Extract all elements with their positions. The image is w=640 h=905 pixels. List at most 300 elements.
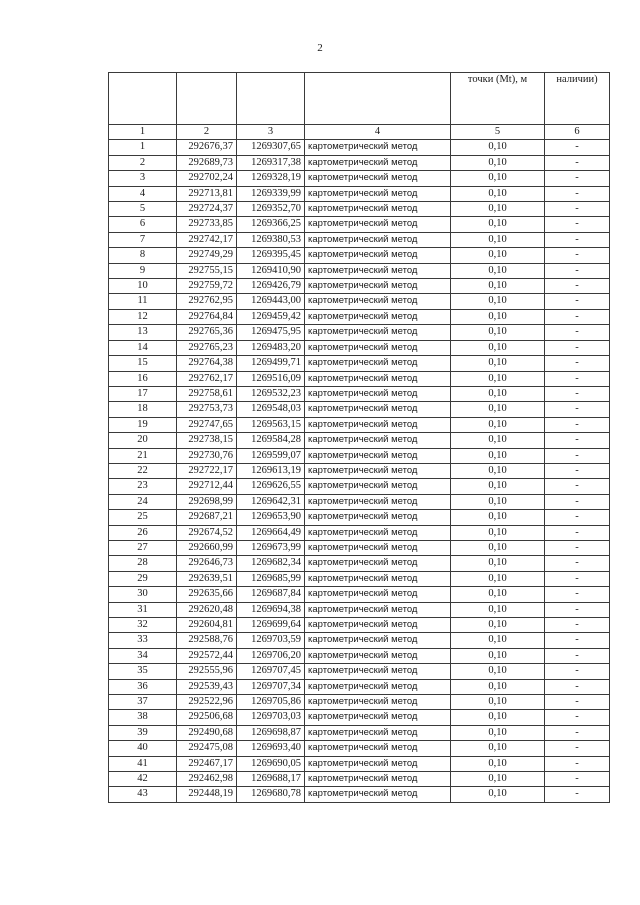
table-row [109,309,610,324]
table-row [109,756,610,771]
point-number-cell: 4 [109,186,177,201]
accuracy-cell: 0,10 [451,571,545,586]
point-number-cell: 29 [109,571,177,586]
method-cell: картометрический метод [305,725,451,740]
point-number-cell: 25 [109,510,177,525]
x-coordinate-cell: 292712,44 [177,479,237,494]
table-row [109,695,610,710]
x-coordinate-cell: 292467,17 [177,756,237,771]
y-coordinate-cell: 1269352,70 [237,202,305,217]
point-number-cell: 40 [109,741,177,756]
accuracy-cell: 0,10 [451,479,545,494]
y-coordinate-cell: 1269688,17 [237,772,305,787]
x-coordinate-cell: 292764,38 [177,356,237,371]
point-number-cell: 35 [109,664,177,679]
y-coordinate-cell: 1269680,78 [237,787,305,802]
note-cell: - [545,356,610,371]
table-row [109,386,610,401]
method-cell: картометрический метод [305,202,451,217]
accuracy-cell: 0,10 [451,602,545,617]
table-header-row [109,73,610,125]
x-coordinate-cell: 292724,37 [177,202,237,217]
note-cell: - [545,571,610,586]
method-cell: картометрический метод [305,232,451,247]
table-row [109,279,610,294]
table-row [109,294,610,309]
point-number-cell: 28 [109,556,177,571]
method-cell: картометрический метод [305,217,451,232]
table-row [109,710,610,725]
point-number-cell: 2 [109,155,177,170]
accuracy-cell: 0,10 [451,741,545,756]
note-cell: - [545,155,610,170]
table-row [109,263,610,278]
table-row [109,510,610,525]
table-row [109,725,610,740]
y-coordinate-cell: 1269328,19 [237,171,305,186]
accuracy-cell: 0,10 [451,171,545,186]
method-cell: картометрический метод [305,787,451,802]
column-number: 1 [109,125,177,140]
x-coordinate-cell: 292758,61 [177,386,237,401]
table-row [109,494,610,509]
accuracy-cell: 0,10 [451,679,545,694]
x-coordinate-cell: 292646,73 [177,556,237,571]
table-row [109,217,610,232]
point-number-cell: 3 [109,171,177,186]
table-row [109,140,610,155]
accuracy-cell: 0,10 [451,155,545,170]
note-cell: - [545,741,610,756]
table-row [109,448,610,463]
note-cell: - [545,494,610,509]
note-cell: - [545,202,610,217]
point-number-cell: 43 [109,787,177,802]
accuracy-cell: 0,10 [451,402,545,417]
method-cell: картометрический метод [305,510,451,525]
point-number-cell: 32 [109,618,177,633]
x-coordinate-cell: 292765,36 [177,325,237,340]
x-coordinate-cell: 292753,73 [177,402,237,417]
note-cell: - [545,710,610,725]
method-cell: картометрический метод [305,664,451,679]
x-coordinate-cell: 292689,73 [177,155,237,170]
note-cell: - [545,602,610,617]
x-coordinate-cell: 292572,44 [177,648,237,663]
table-row [109,679,610,694]
table-row [109,325,610,340]
point-number-cell: 26 [109,525,177,540]
y-coordinate-cell: 1269703,59 [237,633,305,648]
y-coordinate-cell: 1269694,38 [237,602,305,617]
method-cell: картометрический метод [305,695,451,710]
note-cell: - [545,664,610,679]
table-row [109,772,610,787]
accuracy-cell: 0,10 [451,386,545,401]
table-row [109,232,610,247]
point-number-cell: 15 [109,356,177,371]
y-coordinate-cell: 1269395,45 [237,248,305,263]
method-cell: картометрический метод [305,710,451,725]
x-coordinate-cell: 292635,66 [177,587,237,602]
y-coordinate-cell: 1269307,65 [237,140,305,155]
x-coordinate-cell: 292588,76 [177,633,237,648]
method-cell: картометрический метод [305,602,451,617]
accuracy-cell: 0,10 [451,540,545,555]
accuracy-cell: 0,10 [451,494,545,509]
point-number-cell: 12 [109,309,177,324]
table-row [109,618,610,633]
accuracy-cell: 0,10 [451,787,545,802]
method-cell: картометрический метод [305,756,451,771]
point-number-cell: 11 [109,294,177,309]
point-number-cell: 17 [109,386,177,401]
table-row [109,540,610,555]
accuracy-cell: 0,10 [451,294,545,309]
header-cell: наличии) [545,73,610,125]
point-number-cell: 30 [109,587,177,602]
point-number-cell: 16 [109,371,177,386]
y-coordinate-cell: 1269682,34 [237,556,305,571]
y-coordinate-cell: 1269698,87 [237,725,305,740]
header-cell: точки (Mt), м [451,73,545,125]
column-number: 6 [545,125,610,140]
method-cell: картометрический метод [305,186,451,201]
method-cell: картометрический метод [305,525,451,540]
accuracy-cell: 0,10 [451,232,545,247]
x-coordinate-cell: 292762,95 [177,294,237,309]
note-cell: - [545,340,610,355]
method-cell: картометрический метод [305,356,451,371]
column-number-row [109,125,610,140]
x-coordinate-cell: 292742,17 [177,232,237,247]
x-coordinate-cell: 292738,15 [177,433,237,448]
y-coordinate-cell: 1269687,84 [237,587,305,602]
table-row [109,371,610,386]
table-row [109,602,610,617]
accuracy-cell: 0,10 [451,710,545,725]
point-number-cell: 13 [109,325,177,340]
note-cell: - [545,294,610,309]
point-number-cell: 23 [109,479,177,494]
point-number-cell: 22 [109,463,177,478]
table-row [109,248,610,263]
x-coordinate-cell: 292639,51 [177,571,237,586]
y-coordinate-cell: 1269673,99 [237,540,305,555]
accuracy-cell: 0,10 [451,186,545,201]
x-coordinate-cell: 292733,85 [177,217,237,232]
y-coordinate-cell: 1269317,38 [237,155,305,170]
point-number-cell: 8 [109,248,177,263]
note-cell: - [545,140,610,155]
x-coordinate-cell: 292660,99 [177,540,237,555]
note-cell: - [545,679,610,694]
y-coordinate-cell: 1269339,99 [237,186,305,201]
accuracy-cell: 0,10 [451,648,545,663]
method-cell: картометрический метод [305,433,451,448]
x-coordinate-cell: 292674,52 [177,525,237,540]
note-cell: - [545,433,610,448]
column-number: 2 [177,125,237,140]
y-coordinate-cell: 1269707,34 [237,679,305,694]
note-cell: - [545,525,610,540]
y-coordinate-cell: 1269642,31 [237,494,305,509]
y-coordinate-cell: 1269626,55 [237,479,305,494]
x-coordinate-cell: 292475,08 [177,741,237,756]
table-row [109,186,610,201]
table-row [109,479,610,494]
x-coordinate-cell: 292755,15 [177,263,237,278]
table-row [109,356,610,371]
y-coordinate-cell: 1269483,20 [237,340,305,355]
y-coordinate-cell: 1269532,23 [237,386,305,401]
method-cell: картометрический метод [305,263,451,278]
note-cell: - [545,463,610,478]
note-cell: - [545,248,610,263]
method-cell: картометрический метод [305,494,451,509]
accuracy-cell: 0,10 [451,309,545,324]
table-row [109,463,610,478]
point-number-cell: 14 [109,340,177,355]
x-coordinate-cell: 292448,19 [177,787,237,802]
x-coordinate-cell: 292604,81 [177,618,237,633]
note-cell: - [545,325,610,340]
point-number-cell: 21 [109,448,177,463]
accuracy-cell: 0,10 [451,510,545,525]
note-cell: - [545,772,610,787]
point-number-cell: 19 [109,417,177,432]
note-cell: - [545,186,610,201]
y-coordinate-cell: 1269706,20 [237,648,305,663]
table-row [109,202,610,217]
accuracy-cell: 0,10 [451,664,545,679]
note-cell: - [545,587,610,602]
x-coordinate-cell: 292749,29 [177,248,237,263]
x-coordinate-cell: 292764,84 [177,309,237,324]
point-number-cell: 6 [109,217,177,232]
table-row [109,171,610,186]
note-cell: - [545,448,610,463]
note-cell: - [545,371,610,386]
y-coordinate-cell: 1269459,42 [237,309,305,324]
point-number-cell: 9 [109,263,177,278]
y-coordinate-cell: 1269548,03 [237,402,305,417]
method-cell: картометрический метод [305,741,451,756]
method-cell: картометрический метод [305,279,451,294]
y-coordinate-cell: 1269426,79 [237,279,305,294]
header-cell [305,73,451,125]
accuracy-cell: 0,10 [451,695,545,710]
point-number-cell: 36 [109,679,177,694]
note-cell: - [545,171,610,186]
note-cell: - [545,263,610,278]
coordinates-table [108,72,610,803]
method-cell: картометрический метод [305,556,451,571]
point-number-cell: 38 [109,710,177,725]
x-coordinate-cell: 292747,65 [177,417,237,432]
table-row [109,587,610,602]
method-cell: картометрический метод [305,325,451,340]
note-cell: - [545,725,610,740]
method-cell: картометрический метод [305,309,451,324]
method-cell: картометрический метод [305,402,451,417]
column-number: 3 [237,125,305,140]
y-coordinate-cell: 1269613,19 [237,463,305,478]
note-cell: - [545,279,610,294]
column-number: 5 [451,125,545,140]
y-coordinate-cell: 1269705,86 [237,695,305,710]
method-cell: картометрический метод [305,679,451,694]
note-cell: - [545,402,610,417]
accuracy-cell: 0,10 [451,756,545,771]
accuracy-cell: 0,10 [451,202,545,217]
table-row [109,525,610,540]
accuracy-cell: 0,10 [451,325,545,340]
point-number-cell: 10 [109,279,177,294]
note-cell: - [545,618,610,633]
note-cell: - [545,510,610,525]
note-cell: - [545,787,610,802]
x-coordinate-cell: 292702,24 [177,171,237,186]
method-cell: картометрический метод [305,648,451,663]
method-cell: картометрический метод [305,587,451,602]
note-cell: - [545,633,610,648]
x-coordinate-cell: 292713,81 [177,186,237,201]
method-cell: картометрический метод [305,140,451,155]
accuracy-cell: 0,10 [451,371,545,386]
y-coordinate-cell: 1269563,15 [237,417,305,432]
header-cell [237,73,305,125]
note-cell: - [545,309,610,324]
note-cell: - [545,479,610,494]
point-number-cell: 24 [109,494,177,509]
note-cell: - [545,232,610,247]
point-number-cell: 31 [109,602,177,617]
point-number-cell: 34 [109,648,177,663]
x-coordinate-cell: 292539,43 [177,679,237,694]
x-coordinate-cell: 292676,37 [177,140,237,155]
accuracy-cell: 0,10 [451,772,545,787]
x-coordinate-cell: 292730,76 [177,448,237,463]
x-coordinate-cell: 292759,72 [177,279,237,294]
x-coordinate-cell: 292490,68 [177,725,237,740]
method-cell: картометрический метод [305,294,451,309]
y-coordinate-cell: 1269653,90 [237,510,305,525]
y-coordinate-cell: 1269707,45 [237,664,305,679]
x-coordinate-cell: 292506,68 [177,710,237,725]
table-row [109,433,610,448]
accuracy-cell: 0,10 [451,417,545,432]
x-coordinate-cell: 292522,96 [177,695,237,710]
point-number-cell: 27 [109,540,177,555]
accuracy-cell: 0,10 [451,340,545,355]
table-row [109,664,610,679]
note-cell: - [545,217,610,232]
note-cell: - [545,417,610,432]
method-cell: картометрический метод [305,340,451,355]
y-coordinate-cell: 1269699,64 [237,618,305,633]
method-cell: картометрический метод [305,171,451,186]
table-row [109,155,610,170]
y-coordinate-cell: 1269584,28 [237,433,305,448]
page-number: 2 [317,42,323,54]
header-cell [109,73,177,125]
note-cell: - [545,556,610,571]
x-coordinate-cell: 292620,48 [177,602,237,617]
accuracy-cell: 0,10 [451,433,545,448]
table-row [109,556,610,571]
method-cell: картометрический метод [305,448,451,463]
x-coordinate-cell: 292765,23 [177,340,237,355]
table-row [109,340,610,355]
method-cell: картометрический метод [305,386,451,401]
point-number-cell: 39 [109,725,177,740]
accuracy-cell: 0,10 [451,525,545,540]
column-number: 4 [305,125,451,140]
method-cell: картометрический метод [305,633,451,648]
table-row [109,633,610,648]
x-coordinate-cell: 292762,17 [177,371,237,386]
table-row [109,417,610,432]
table-row [109,741,610,756]
accuracy-cell: 0,10 [451,140,545,155]
accuracy-cell: 0,10 [451,248,545,263]
y-coordinate-cell: 1269475,95 [237,325,305,340]
method-cell: картометрический метод [305,571,451,586]
x-coordinate-cell: 292698,99 [177,494,237,509]
y-coordinate-cell: 1269693,40 [237,741,305,756]
point-number-cell: 33 [109,633,177,648]
y-coordinate-cell: 1269380,53 [237,232,305,247]
y-coordinate-cell: 1269410,90 [237,263,305,278]
note-cell: - [545,540,610,555]
accuracy-cell: 0,10 [451,618,545,633]
y-coordinate-cell: 1269690,05 [237,756,305,771]
note-cell: - [545,695,610,710]
table-row [109,571,610,586]
x-coordinate-cell: 292555,96 [177,664,237,679]
point-number-cell: 37 [109,695,177,710]
table-row [109,787,610,802]
method-cell: картометрический метод [305,463,451,478]
accuracy-cell: 0,10 [451,556,545,571]
method-cell: картометрический метод [305,248,451,263]
accuracy-cell: 0,10 [451,448,545,463]
x-coordinate-cell: 292687,21 [177,510,237,525]
table-row [109,402,610,417]
note-cell: - [545,756,610,771]
method-cell: картометрический метод [305,371,451,386]
y-coordinate-cell: 1269516,09 [237,371,305,386]
method-cell: картометрический метод [305,155,451,170]
y-coordinate-cell: 1269499,71 [237,356,305,371]
table-row [109,648,610,663]
note-cell: - [545,648,610,663]
accuracy-cell: 0,10 [451,356,545,371]
accuracy-cell: 0,10 [451,725,545,740]
x-coordinate-cell: 292722,17 [177,463,237,478]
point-number-cell: 1 [109,140,177,155]
point-number-cell: 41 [109,756,177,771]
accuracy-cell: 0,10 [451,263,545,278]
accuracy-cell: 0,10 [451,217,545,232]
x-coordinate-cell: 292462,98 [177,772,237,787]
header-cell [177,73,237,125]
y-coordinate-cell: 1269664,49 [237,525,305,540]
method-cell: картометрический метод [305,479,451,494]
accuracy-cell: 0,10 [451,463,545,478]
y-coordinate-cell: 1269703,03 [237,710,305,725]
